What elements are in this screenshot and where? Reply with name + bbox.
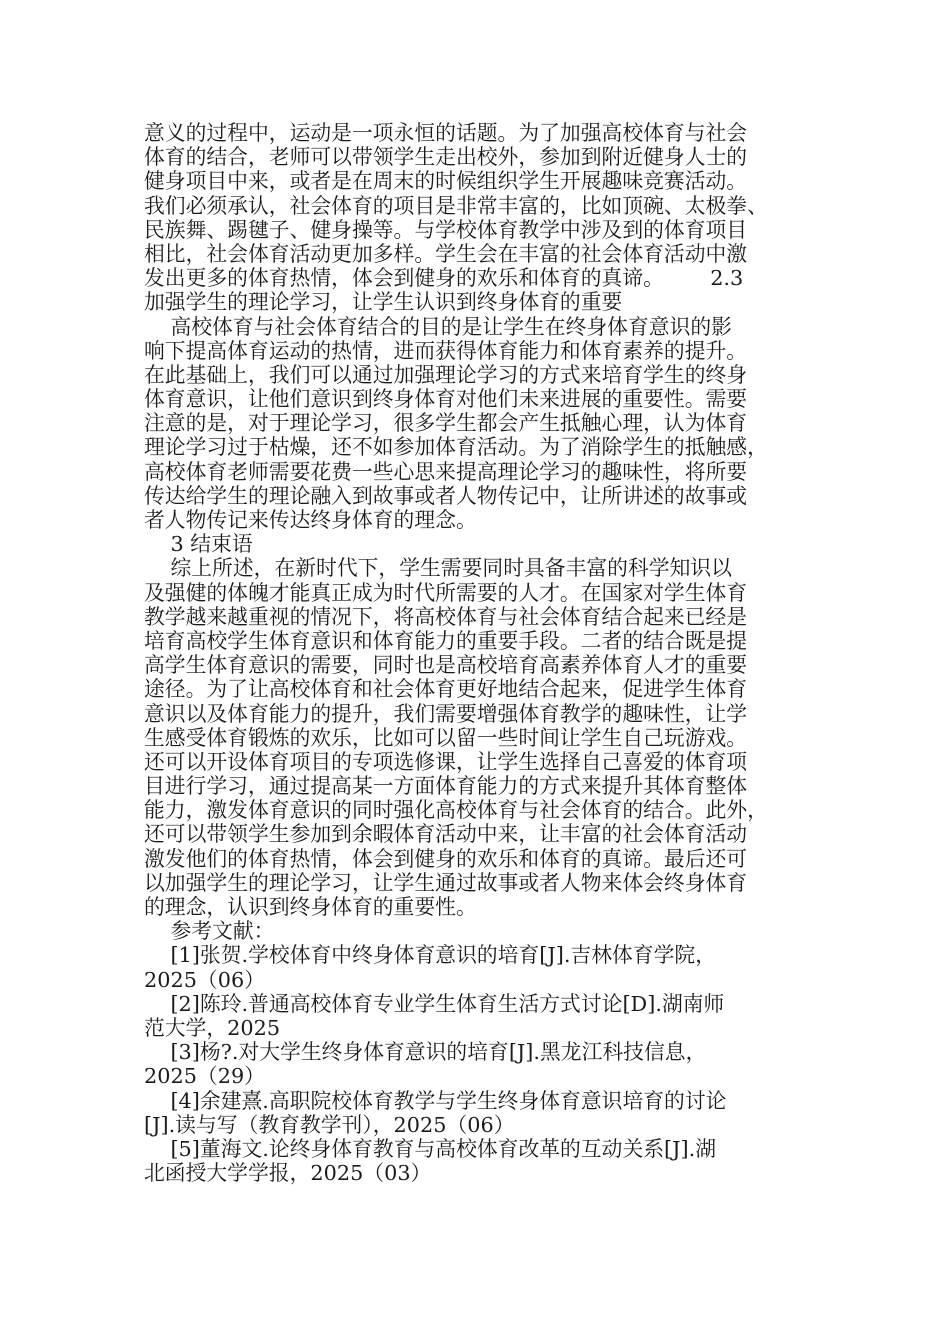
section-heading-2-3: 加强学生的理论学习，让学生认识到终身体育的重要 xyxy=(144,290,623,315)
reference-item: 2025（06） xyxy=(144,967,265,992)
reference-item: [3]杨?.对大学生终身体育意识的培育[J].黑龙江科技信息， xyxy=(144,1040,707,1065)
text-line: 激发他们的体育热情，体会到健身的欢乐和体育的真谛。最后还可 xyxy=(144,846,748,871)
text-line: 体育意识，让他们意识到终身体育对他们未来进展的重要性。需要 xyxy=(144,387,748,412)
text-line: 意识以及体育能力的提升，我们需要增强体育教学的趣味性，让学 xyxy=(144,701,748,726)
text-line: 生感受体育锻炼的欢乐，比如可以留一些时间让学生自己玩游戏。 xyxy=(144,725,748,750)
document-body xyxy=(144,121,816,1185)
text-line: 及强健的体魄才能真正成为时代所需要的人才。在国家对学生体育 xyxy=(144,580,748,605)
text-line: 发出更多的体育热情，体会到健身的欢乐和体育的真谛。 2.3 xyxy=(144,266,744,291)
text-line: 体育的结合，老师可以带领学生走出校外，参加到附近健身人士的 xyxy=(144,145,748,170)
text-line: 以加强学生的理论学习，让学生通过故事或者人物来体会终身体育 xyxy=(144,870,748,895)
text-line: 目进行学习，通过提高某一方面体育能力的方式来提升其体育整体 xyxy=(144,774,748,799)
reference-item: 2025（29） xyxy=(144,1064,265,1089)
reference-item: 范大学，2025 xyxy=(144,1015,281,1040)
text-line: 综上所述，在新时代下，学生需要同时具备丰富的科学知识以 xyxy=(144,556,732,581)
text-line: 健身项目中来，或者是在周末的时候组织学生开展趣味竞赛活动。 xyxy=(144,169,748,194)
text-line: 理论学习过于枯燥，还不如参加体育活动。为了消除学生的抵触感， xyxy=(144,435,768,460)
reference-item: [1]张贺.学校体育中终身体育意识的培育[J].吉林体育学院， xyxy=(144,943,717,968)
reference-item: [5]董海文.论终身体育教育与高校体育改革的互动关系[J].湖 xyxy=(144,1136,717,1161)
section-heading-3: 3 结束语 xyxy=(144,532,253,557)
text-line: 相比，社会体育活动更加多样。学生会在丰富的社会体育活动中激 xyxy=(144,241,748,266)
text-line: 的理念，认识到终身体育的重要性。 xyxy=(144,895,477,919)
text-line: 我们必须承认，社会体育的项目是非常丰富的，比如顶碗、太极拳、 xyxy=(144,193,768,218)
text-line: 高学生体育意识的需要，同时也是高校培育高素养体育人才的重要 xyxy=(144,653,748,678)
text-line: 者人物传记来传达终身体育的理念。 xyxy=(144,508,477,532)
text-line: 传达给学生的理论融入到故事或者人物传记中，让所讲述的故事或 xyxy=(144,483,748,508)
reference-item: 北函授大学学报，2025（03） xyxy=(144,1161,432,1186)
reference-item: [4]余建熹.高职院校体育教学与学生终身体育意识培育的讨论 xyxy=(144,1088,727,1113)
text-line: 教学越来越重视的情况下，将高校体育与社会体育结合起来已经是 xyxy=(144,604,748,629)
text-line: 还可以带领学生参加到余暇体育活动中来，让丰富的社会体育活动 xyxy=(144,822,748,847)
text-line: 民族舞、踢毽子、健身操等。与学校体育教学中涉及到的体育项目 xyxy=(144,217,748,242)
text-line: 响下提高体育运动的热情，进而获得体育能力和体育素养的提升。 xyxy=(144,338,748,363)
text-line: 高校体育与社会体育结合的目的是让学生在终身体育意识的影 xyxy=(144,314,732,339)
text-line: 意义的过程中，运动是一项永恒的话题。为了加强高校体育与社会 xyxy=(144,121,748,145)
references-heading: 参考文献： xyxy=(144,919,275,944)
reference-item: [J].读与写（教育教学刊），2025（06） xyxy=(144,1112,515,1137)
reference-item: [2]陈玲.普通高校体育专业学生体育生活方式讨论[D].湖南师 xyxy=(144,991,725,1016)
text-line: 注意的是，对于理论学习，很多学生都会产生抵触心理，认为体育 xyxy=(144,411,748,436)
text-line: 高校体育老师需要花费一些心思来提高理论学习的趣味性，将所要 xyxy=(144,459,748,484)
text-line: 培育高校学生体育意识和体育能力的重要手段。二者的结合既是提 xyxy=(144,628,748,653)
text-line: 途径。为了让高校体育和社会体育更好地结合起来，促进学生体育 xyxy=(144,677,748,702)
text-line: 在此基础上，我们可以通过加强理论学习的方式来培育学生的终身 xyxy=(144,362,748,387)
text-line: 能力，激发体育意识的同时强化高校体育与社会体育的结合。此外， xyxy=(144,798,768,823)
text-line: 还可以开设体育项目的专项选修课，让学生选择自己喜爱的体育项 xyxy=(144,749,748,774)
